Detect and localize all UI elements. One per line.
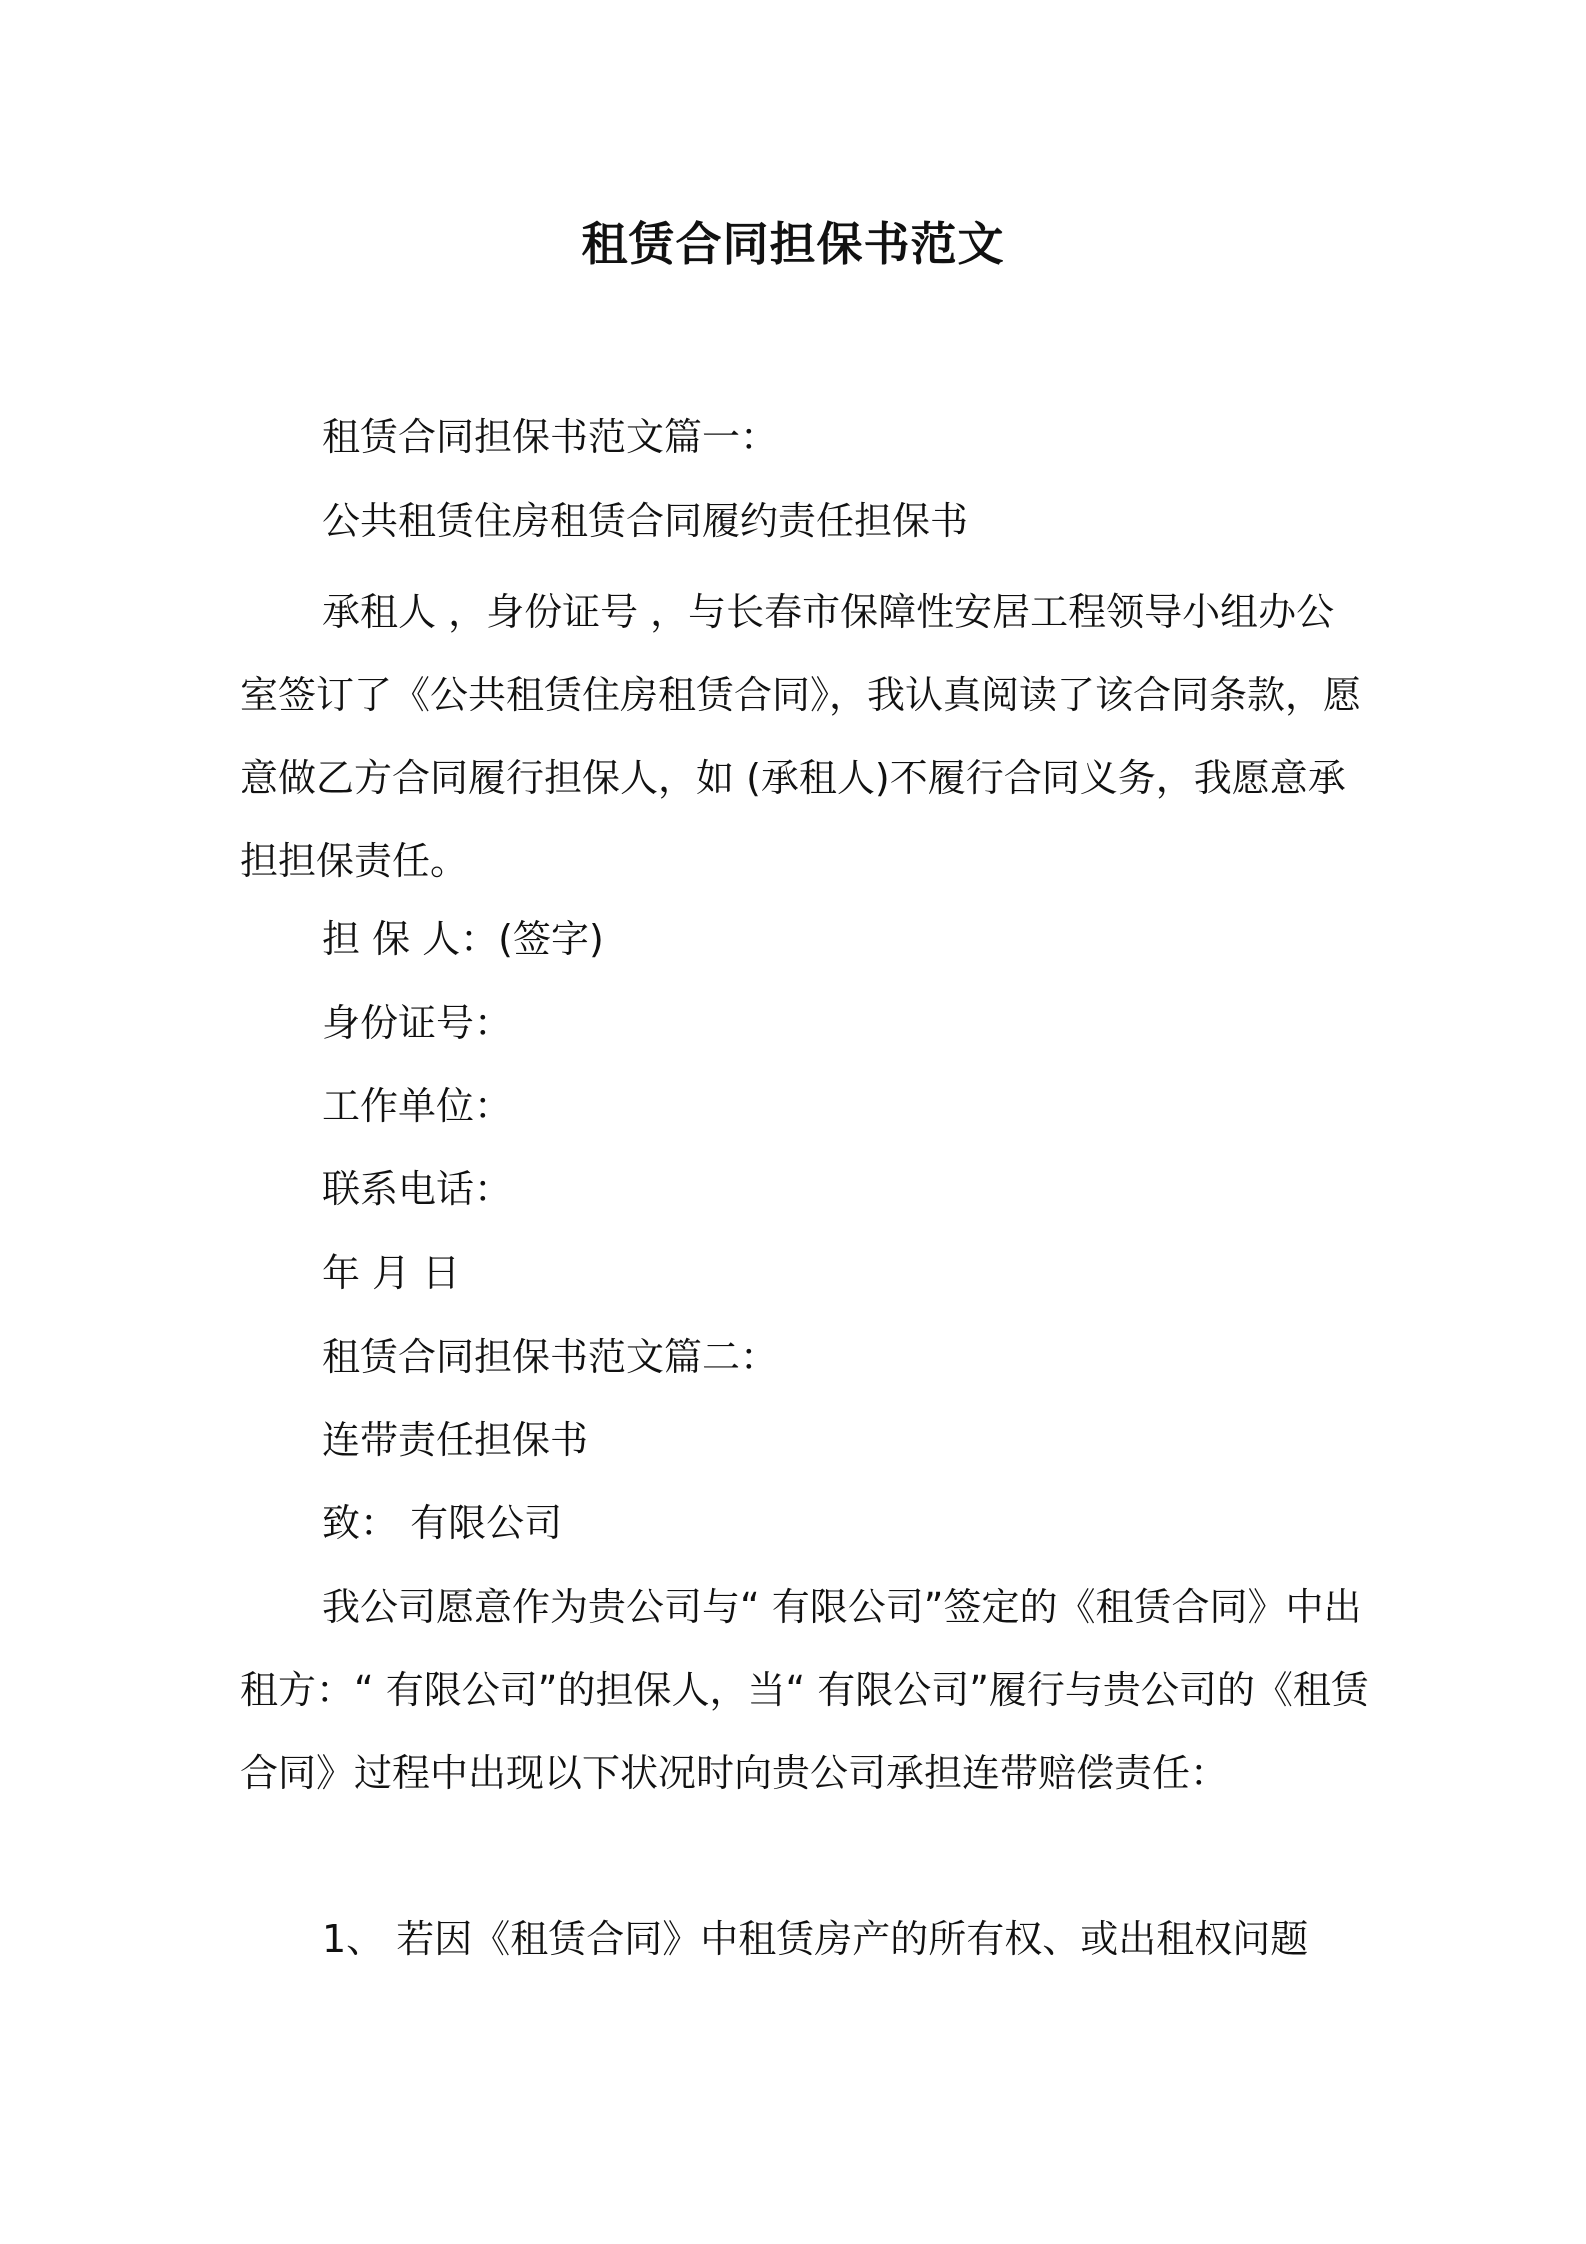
- phone-line: 联系电话：: [322, 1167, 513, 1211]
- section1-subtitle: 公共租赁住房租赁合同履约责任担保书: [322, 499, 969, 543]
- section2-subtitle: 连带责任担保书: [322, 1418, 589, 1462]
- id-number-line: 身份证号：: [322, 1001, 513, 1045]
- date-line: 年 月 日: [322, 1251, 461, 1295]
- guarantor-signature-line: 担 保 人：(签字): [322, 917, 604, 961]
- section1-paragraph: 承租人 ，身份证号 ，与长春市保障性安居工程领导小组办公室签订了《公共租赁住房租赁合同》，我认真阅读了该合同条款，愿意做乙方合同履行担保人，如 (承租人)不履行合同义务，我愿意承担担保责任。: [240, 590, 1362, 883]
- addressee-line: 致： 有限公司: [322, 1501, 563, 1545]
- section1-heading: 租赁合同担保书范文篇一：: [322, 415, 779, 459]
- section2-paragraph: 我公司愿意作为贵公司与“ 有限公司”签定的《租赁合同》中出租方：“ 有限公司”的担保人，当“ 有限公司”履行与贵公司的《租赁合同》过程中出现以下状况时向贵公司承担连带赔偿责任：: [240, 1585, 1369, 1795]
- document-title: 租赁合同担保书范文: [581, 217, 1005, 271]
- section2-heading: 租赁合同担保书范文篇二：: [322, 1335, 779, 1379]
- list-item: 1、 若因《租赁合同》中租赁房产的所有权、或出租权问题: [322, 1917, 1309, 1961]
- employer-line: 工作单位：: [322, 1084, 513, 1128]
